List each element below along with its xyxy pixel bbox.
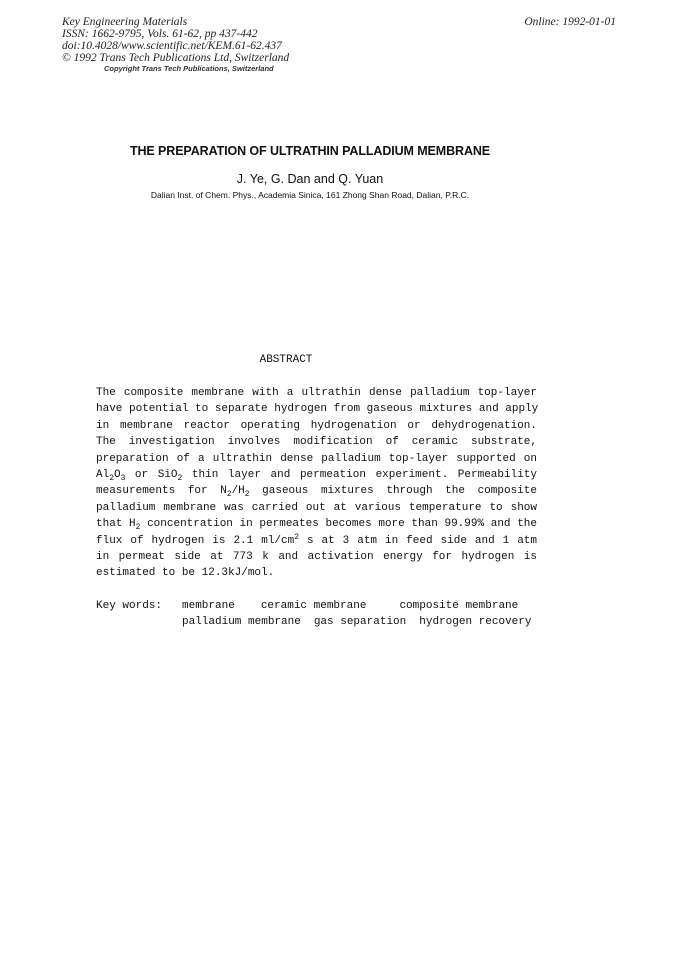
text-run: s at 3 atm in feed side and 1 atm xyxy=(298,534,538,547)
header-citation xyxy=(62,16,289,64)
online-date: Online: 1992-01-01 xyxy=(524,16,616,28)
copyright-notice: Copyright Trans Tech Publications, Switzerland xyxy=(104,64,274,73)
keywords-row xyxy=(182,614,531,630)
keyword: gas separation xyxy=(313,616,407,629)
subscript: 2 xyxy=(226,490,232,500)
issn-line: ISSN: 1662-9795, Vols. 61-62, pp 437-442 xyxy=(62,28,258,40)
text-run: that H xyxy=(96,518,136,531)
keyword: composite membrane xyxy=(399,600,519,612)
abstract-line xyxy=(96,516,537,532)
abstract-line: in membrane reactor operating hydrogenation or dehydrogenation. xyxy=(96,419,537,432)
abstract-line xyxy=(96,533,537,549)
rights-line: © 1992 Trans Tech Publications Ltd, Switzerland xyxy=(62,52,290,64)
abstract-line: estimated to be 12.3kJ/mol. xyxy=(96,567,275,580)
abstract-heading: ABSTRACT xyxy=(259,354,313,366)
doi-line[interactable]: doi:10.4028/www.scientific.net/KEM.61-62.437 xyxy=(62,40,282,52)
keyword: palladium membrane xyxy=(182,616,301,629)
journal-name: Key Engineering Materials xyxy=(62,16,188,28)
abstract-line xyxy=(96,483,537,499)
keywords-row xyxy=(182,598,518,614)
text-run: Al xyxy=(96,468,110,481)
text-run: or SiO xyxy=(125,468,178,481)
keyword: hydrogen recovery xyxy=(419,616,532,629)
keyword: membrane xyxy=(182,600,235,612)
text-run: gaseous mixtures through the composite xyxy=(249,485,537,498)
keyword: ceramic membrane xyxy=(260,600,367,612)
abstract-line: have potential to separate hydrogen from gaseous mixtures and apply xyxy=(96,403,539,416)
subscript: 2 xyxy=(135,523,141,533)
text-run: measurements for N xyxy=(96,485,227,498)
abstract-line: preparation of a ultrathin dense palladium top-layer supported on xyxy=(96,452,537,465)
text-run: flux of hydrogen is 2.1 ml/cm xyxy=(96,534,295,547)
abstract-line xyxy=(96,467,537,483)
text-run: thin layer and permeation experiment. Permeability xyxy=(182,468,537,481)
subscript: 2 xyxy=(177,473,183,483)
subscript: 2 xyxy=(109,473,114,483)
subscript: 2 xyxy=(244,490,250,500)
abstract-line: in permeat side at 773 k and activation energy for hydrogen is xyxy=(96,550,537,563)
paper-affiliation: Dalian Inst. of Chem. Phys., Academia Sinica, 161 Zhong Shan Road, Dalian, P.R.C. xyxy=(150,190,470,200)
abstract-line: palladium membrane was carried out at various temperature to show xyxy=(96,501,537,514)
text-run: /H xyxy=(231,485,245,498)
paper-authors: J. Ye, G. Dan and Q. Yuan xyxy=(236,172,384,186)
text-run: O xyxy=(113,468,121,481)
paper-title: THE PREPARATION OF ULTRATHIN PALLADIUM MEMBRANE xyxy=(129,144,491,158)
subscript: 3 xyxy=(120,473,126,483)
abstract-line: The investigation involves modification of ceramic substrate, xyxy=(96,436,537,449)
keywords-label: Key words: xyxy=(96,600,163,612)
abstract-line: The composite membrane with a ultrathin dense palladium top-layer xyxy=(96,387,537,399)
text-run: concentration in permeates becomes more than 99.99% and the xyxy=(140,518,537,531)
superscript: 2 xyxy=(294,532,299,542)
abstract-body xyxy=(96,385,537,582)
